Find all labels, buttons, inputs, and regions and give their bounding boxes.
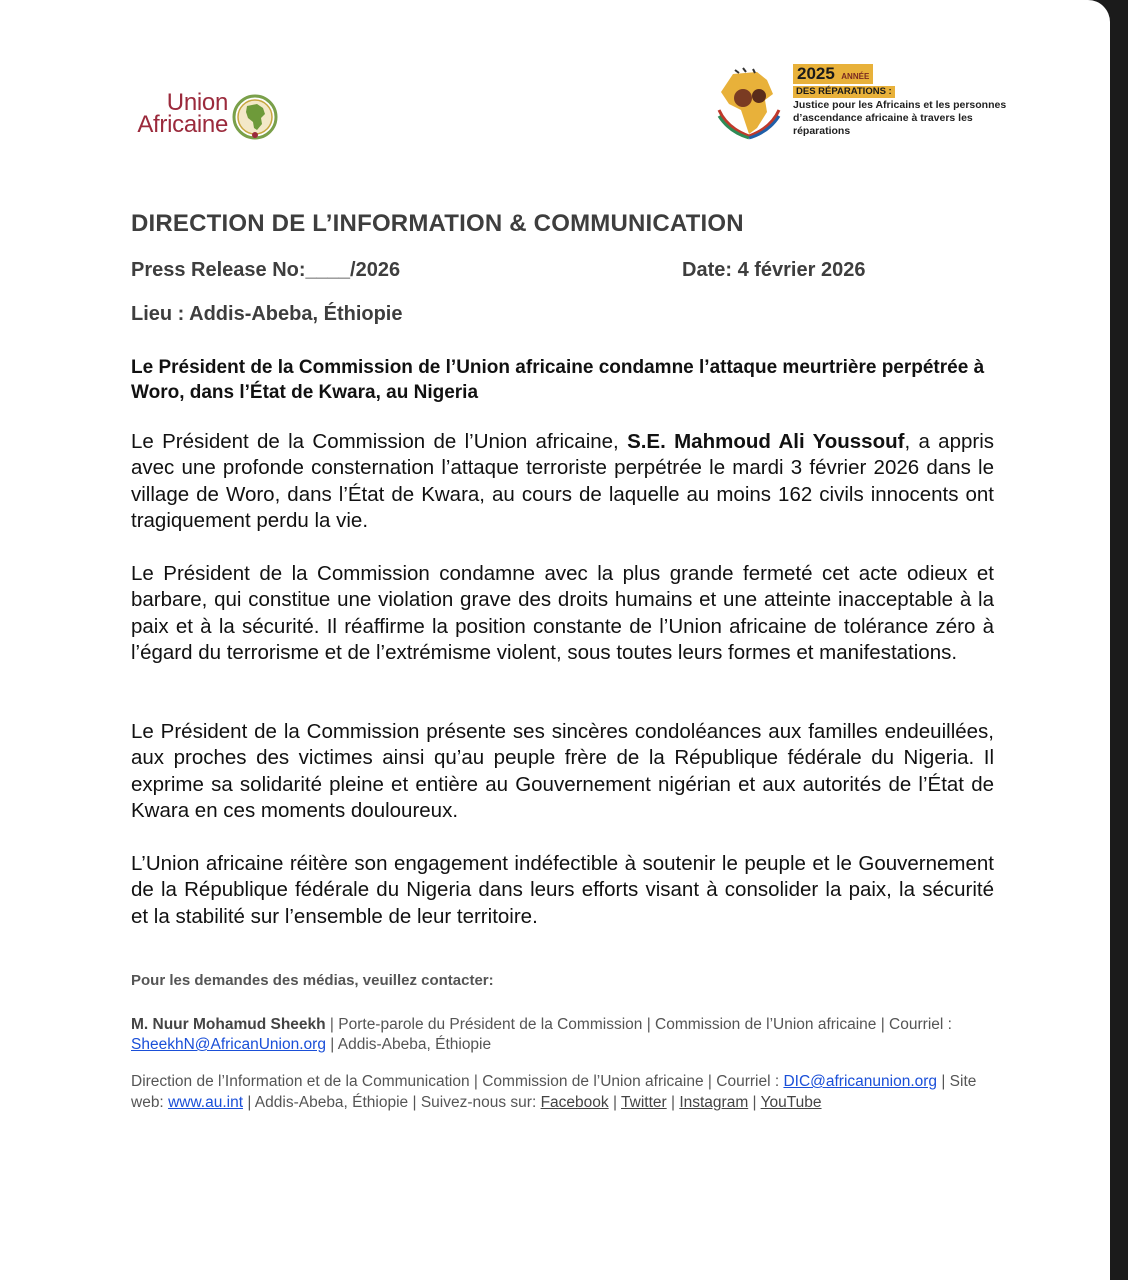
african-union-logo	[132, 89, 292, 144]
reparations-year-number: 2025	[797, 64, 835, 83]
instagram-link[interactable]: Instagram	[679, 1094, 749, 1111]
reparations-year	[793, 64, 873, 84]
release-location: Lieu : Addis-Abeba, Éthiopie	[131, 303, 403, 325]
spokesperson-email-link[interactable]: SheekhN@AfricanUnion.org	[131, 1036, 326, 1053]
website-label: | Site web:	[131, 1073, 977, 1111]
press-release-number: Press Release No:____/2026	[131, 259, 401, 281]
release-date: Date: 4 février 2026	[682, 259, 866, 281]
direction-title: DIRECTION DE L’INFORMATION & COMMUNICATION	[131, 210, 744, 237]
spokesperson-name: M. Nuur Mohamud Sheekh	[131, 1016, 326, 1033]
dic-email-link[interactable]: DIC@africanunion.org	[783, 1073, 938, 1090]
spokesperson-role: | Porte-parole du Président de la Commission | Commission de l’Union africaine | Courriel :	[325, 1016, 952, 1033]
spokesperson-place: | Addis-Abeba, Éthiopie	[325, 1036, 492, 1053]
reparations-2025-logo	[713, 64, 1007, 142]
au-emblem-icon	[230, 94, 280, 140]
reparations-year-suffix: ANNÉE	[841, 72, 870, 81]
separator: |	[748, 1094, 761, 1111]
directorate-text: Direction de l’Information et de la Communication | Commission de l’Union africaine | Courriel :	[131, 1073, 784, 1090]
separator: |	[666, 1094, 680, 1111]
paragraph-2: Le Président de la Commission condamne avec la plus grande fermeté cet acte odieux et barbare, qui constitue une violation grave des droits humains et une atteinte inacceptable à la paix et à la sécurité. Il réaffirme la position constante de l’Union africaine de tolérance zéro à l’égard du terrorisme et de l’extrémisme violent, sous toutes leurs formes et manifestations.	[131, 562, 994, 664]
paragraph-1	[131, 429, 994, 534]
paragraph-1-intro: Le Président de la Commission de l’Union africaine,	[131, 430, 628, 453]
reparations-emblem-icon	[713, 66, 789, 140]
separator: |	[608, 1094, 622, 1111]
paragraph-3: Le Président de la Commission présente ses sincères condoléances aux familles endeuillées, aux proches des victimes ainsi qu’au peuple frère de la République fédérale du Nigeria. Il exprime sa solidarité pleine et entière au Gouvernement nigérian et aux autorités de l’État de Kwara en ces moments douloureux.	[131, 720, 994, 822]
au-logo-line1: Union	[166, 89, 228, 116]
au-wordmark	[132, 89, 228, 138]
website-link[interactable]: www.au.int	[168, 1094, 244, 1111]
directorate-contact	[131, 1071, 981, 1113]
reparations-subtitle: Justice pour les Africains et les personnes d’ascendance africaine à travers les réparations	[793, 99, 1007, 137]
facebook-link[interactable]: Facebook	[540, 1094, 609, 1111]
follow-label: | Addis-Abeba, Éthiopie | Suivez-nous sur:	[243, 1094, 541, 1111]
youtube-link[interactable]: YouTube	[760, 1094, 822, 1111]
spokesperson-contact	[131, 1015, 981, 1055]
au-logo-line2: Africaine	[137, 111, 228, 138]
president-name: S.E. Mahmoud Ali Youssouf	[627, 430, 905, 453]
media-contact-heading: Pour les demandes des médias, veuillez contacter:	[131, 972, 494, 989]
paragraph-4: L’Union africaine réitère son engagement indéfectible à soutenir le peuple et le Gouvernement de la République fédérale du Nigeria dans leurs efforts visant à consolider la paix, la sécurité et la stabilité sur l’ensemble de leur territoire.	[131, 852, 994, 928]
twitter-link[interactable]: Twitter	[621, 1094, 667, 1111]
reparations-tag: DES RÉPARATIONS :	[793, 86, 895, 98]
paragraph-1-rest: , a appris avec une profonde consternation l’attaque terroriste perpétrée le mardi 3 février 2026 dans le village de Woro, dans l’État de Kwara, au cours de laquelle au moins 162 civils innocents ont tragiquement perdu la vie.	[131, 430, 994, 532]
headline: Le Président de la Commission de l’Union africaine condamne l’attaque meurtrière perpétrée à Woro, dans l’État de Kwara, au Nigeria	[131, 357, 985, 403]
